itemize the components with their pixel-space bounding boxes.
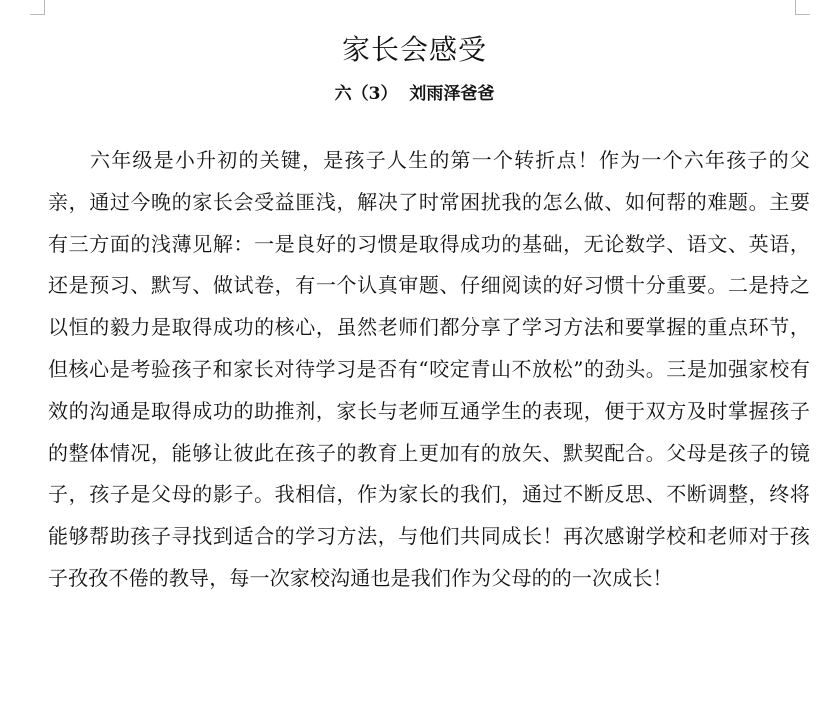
- page-corner-mark-right: [795, 0, 810, 15]
- document-body-paragraph: 六年级是小升初的关键，是孩子人生的第一个转折点！作为一个六年孩子的父亲，通过今晚的家长会受益匪浅，解决了时常困扰我的怎么做、如何帮的难题。主要有三方面的浅薄见解：一是良好的习惯是取得成功的基础，无论数学、语文、英语，还是预习、默写、做试卷，有一个认真审题、仔细阅读的好习惯十分重要。二是持之以恒的毅力是取得成功的核心，虽然老师们都分享了学习方法和要掌握的重点环节，但核心是考验孩子和家长对待学习是否有“咬定青山不放松”的劲头。三是加强家校有效的沟通是取得成功的助推剂，家长与老师互通学生的表现，便于双方及时掌握孩子的整体情况，能够让彼此在孩子的教育上更加有的放矢、默契配合。父母是孩子的镜子，孩子是父母的影子。我相信，作为家长的我们，通过不断反思、不断调整，终将能够帮助孩子寻找到适合的学习方法，与他们共同成长！再次感谢学校和老师对于孩子孜孜不倦的教导，每一次家校沟通也是我们作为父母的的一次成长！: [48, 148, 810, 590]
- document-title: 家长会感受: [341, 33, 487, 66]
- page-corner-mark-left: [30, 0, 45, 15]
- document-author: 六（3） 刘雨泽爸爸: [334, 84, 495, 104]
